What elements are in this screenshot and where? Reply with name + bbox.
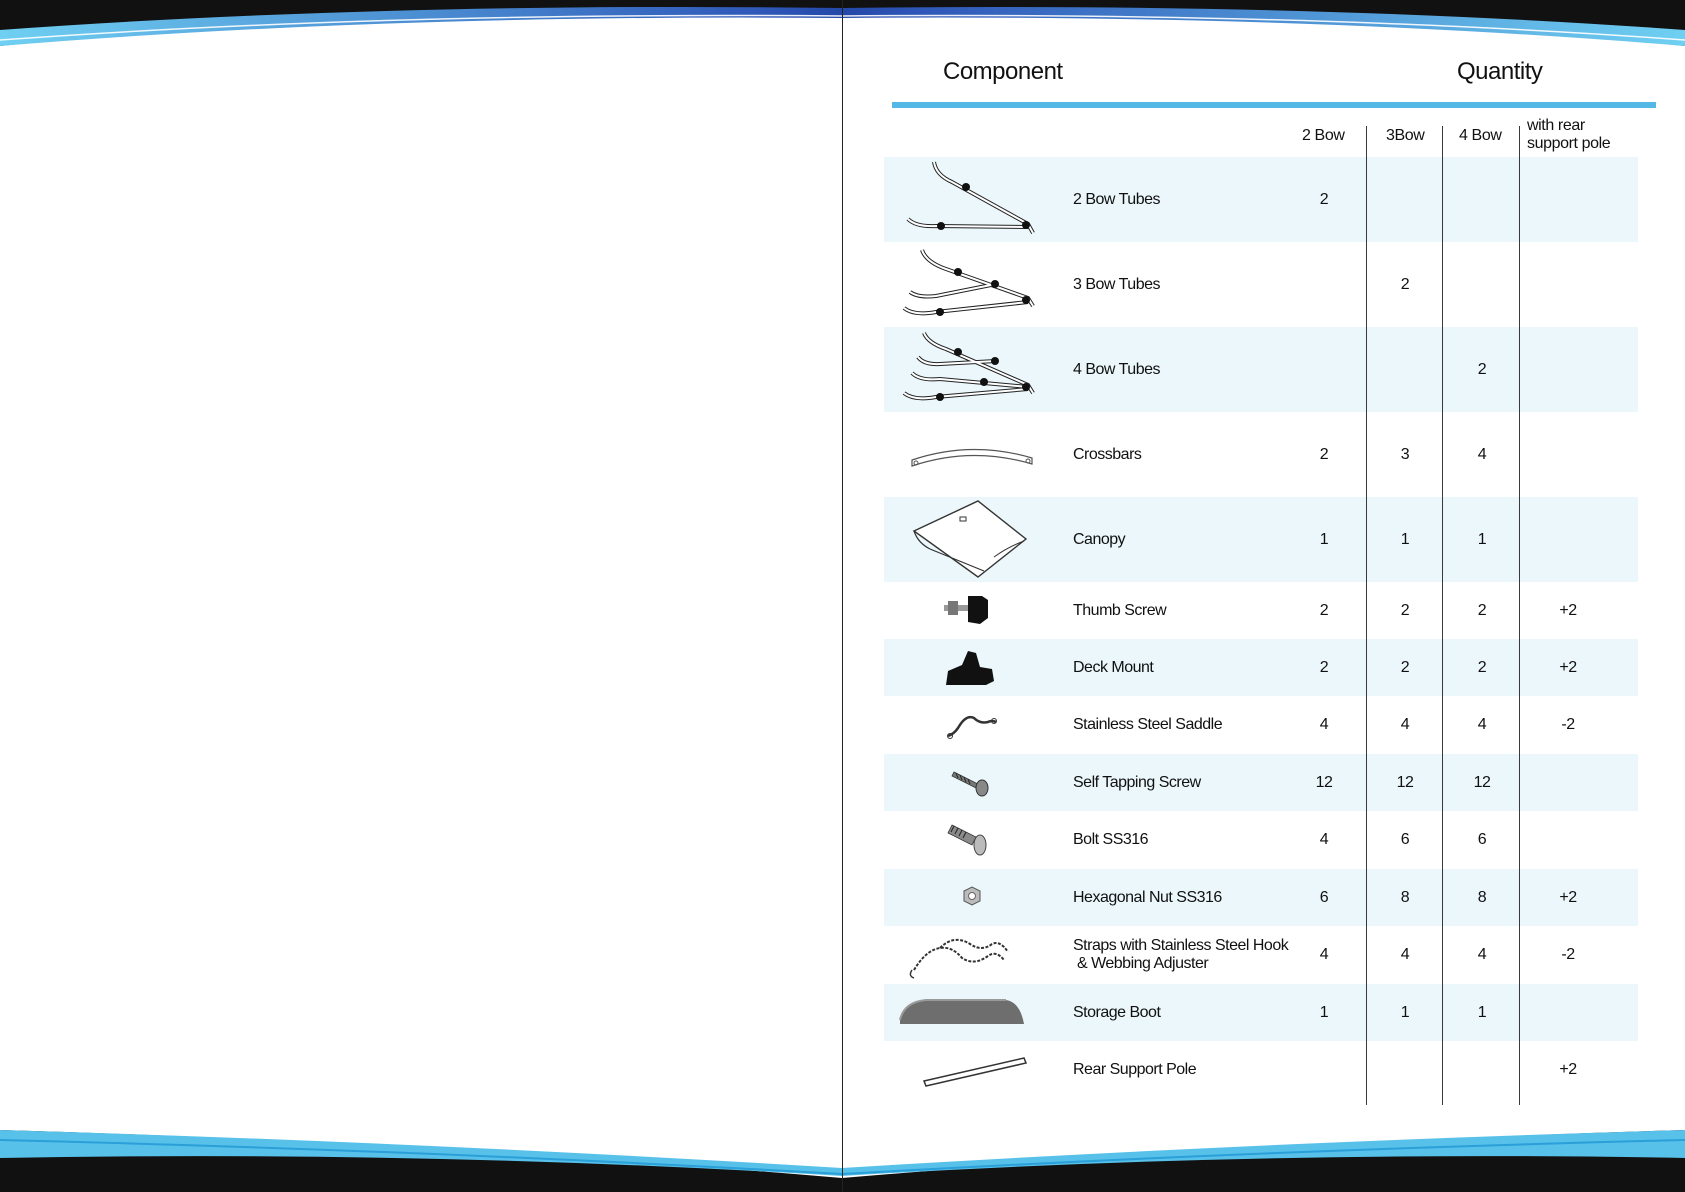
column-header-2-bow: 2 Bow	[1302, 127, 1345, 144]
qty-4-bow: 4	[1477, 946, 1487, 963]
table-row	[884, 754, 1638, 811]
qty-3-bow: 1	[1400, 530, 1410, 548]
four-bow-tubes-icon	[896, 327, 1046, 412]
column-header-rear-line1: with rear	[1527, 117, 1585, 134]
qty-3-bow: 2	[1400, 601, 1410, 619]
bolt-icon	[896, 811, 1046, 869]
component-name: 2 Bow Tubes	[1073, 190, 1160, 208]
table-row	[884, 869, 1638, 926]
component-name: Crossbars	[1073, 445, 1142, 463]
qty-4-bow: 1	[1477, 1003, 1487, 1021]
qty-3-bow: 6	[1400, 831, 1410, 848]
column-divider	[1519, 126, 1520, 1105]
column-header-rear-line2: support pole	[1527, 135, 1611, 152]
qty-4-bow: 2	[1477, 601, 1487, 619]
table-row	[884, 497, 1638, 582]
crossbar-icon	[896, 412, 1046, 497]
table-row	[884, 926, 1638, 984]
table-row	[884, 412, 1638, 497]
qty-rear-support: +2	[1559, 601, 1577, 619]
page-spine	[842, 0, 843, 1192]
component-header: Component	[943, 58, 1063, 85]
qty-2-bow: 2	[1319, 445, 1329, 463]
qty-4-bow: 6	[1477, 831, 1487, 848]
qty-4-bow: 1	[1477, 530, 1487, 548]
component-name: Deck Mount	[1073, 658, 1154, 676]
two-bow-tubes-icon	[896, 157, 1046, 242]
qty-4-bow: 2	[1477, 360, 1487, 378]
rear-support-pole-icon	[896, 1041, 1046, 1099]
qty-rear-support: -2	[1561, 946, 1575, 963]
column-divider	[1366, 126, 1367, 1105]
table-row	[884, 327, 1638, 412]
column-header-3-bow: 3Bow	[1386, 127, 1425, 144]
table-row	[884, 582, 1638, 639]
qty-2-bow: 4	[1319, 946, 1329, 963]
qty-2-bow: 1	[1319, 1003, 1329, 1021]
strap-icon	[896, 926, 1046, 984]
component-name: Storage Boot	[1073, 1003, 1161, 1021]
qty-2-bow: 2	[1319, 658, 1329, 676]
qty-2-bow: 1	[1319, 530, 1329, 548]
qty-4-bow: 2	[1477, 658, 1487, 676]
qty-2-bow: 6	[1319, 888, 1329, 906]
component-name-line2: & Webbing Adjuster	[1073, 955, 1209, 972]
qty-3-bow: 3	[1400, 445, 1410, 463]
qty-3-bow: 4	[1400, 716, 1410, 733]
qty-2-bow: 2	[1319, 190, 1329, 208]
qty-3-bow: 4	[1400, 946, 1410, 963]
qty-2-bow: 2	[1319, 601, 1329, 619]
canopy-icon	[896, 497, 1046, 582]
component-name: Rear Support Pole	[1073, 1061, 1197, 1078]
qty-2-bow: 4	[1319, 716, 1329, 733]
self-tapping-screw-icon	[896, 754, 1046, 811]
qty-3-bow: 12	[1396, 773, 1414, 791]
qty-rear-support: -2	[1561, 716, 1575, 733]
table-row	[884, 984, 1638, 1041]
thumb-screw-icon	[896, 582, 1046, 639]
qty-4-bow: 12	[1473, 773, 1491, 791]
qty-3-bow: 8	[1400, 888, 1410, 906]
storage-boot-icon	[896, 984, 1046, 1041]
component-name: 3 Bow Tubes	[1073, 275, 1160, 293]
three-bow-tubes-icon	[896, 242, 1046, 327]
qty-4-bow: 4	[1477, 716, 1487, 733]
component-name: Stainless Steel Saddle	[1073, 716, 1223, 733]
component-name	[1073, 937, 1288, 973]
qty-4-bow: 8	[1477, 888, 1487, 906]
component-name-line1: Straps with Stainless Steel Hook	[1073, 937, 1289, 954]
deck-mount-icon	[896, 639, 1046, 696]
table-row	[884, 811, 1638, 869]
qty-3-bow: 2	[1400, 658, 1410, 676]
saddle-icon	[896, 696, 1046, 754]
qty-3-bow: 1	[1400, 1003, 1410, 1021]
column-header-4-bow: 4 Bow	[1459, 127, 1502, 144]
component-name: Self Tapping Screw	[1073, 773, 1201, 791]
component-name: Thumb Screw	[1073, 601, 1167, 619]
qty-2-bow: 12	[1315, 773, 1333, 791]
qty-4-bow: 4	[1477, 445, 1487, 463]
component-name: Canopy	[1073, 530, 1126, 548]
header-rule	[892, 102, 1656, 108]
component-name: 4 Bow Tubes	[1073, 360, 1160, 378]
column-divider	[1442, 126, 1443, 1105]
qty-rear-support: +2	[1559, 1061, 1577, 1078]
hex-nut-icon	[896, 869, 1046, 926]
table-row	[884, 157, 1638, 242]
qty-rear-support: +2	[1559, 888, 1577, 906]
table-row	[884, 639, 1638, 696]
table-row	[884, 696, 1638, 754]
quantity-header: Quantity	[1457, 58, 1543, 85]
table-row	[884, 1041, 1638, 1099]
qty-2-bow: 4	[1319, 831, 1329, 848]
qty-3-bow: 2	[1400, 275, 1410, 293]
qty-rear-support: +2	[1559, 658, 1577, 676]
column-header-rear-support	[1527, 117, 1610, 153]
component-name: Bolt SS316	[1073, 831, 1149, 848]
table-row	[884, 242, 1638, 327]
component-name: Hexagonal Nut SS316	[1073, 888, 1222, 906]
